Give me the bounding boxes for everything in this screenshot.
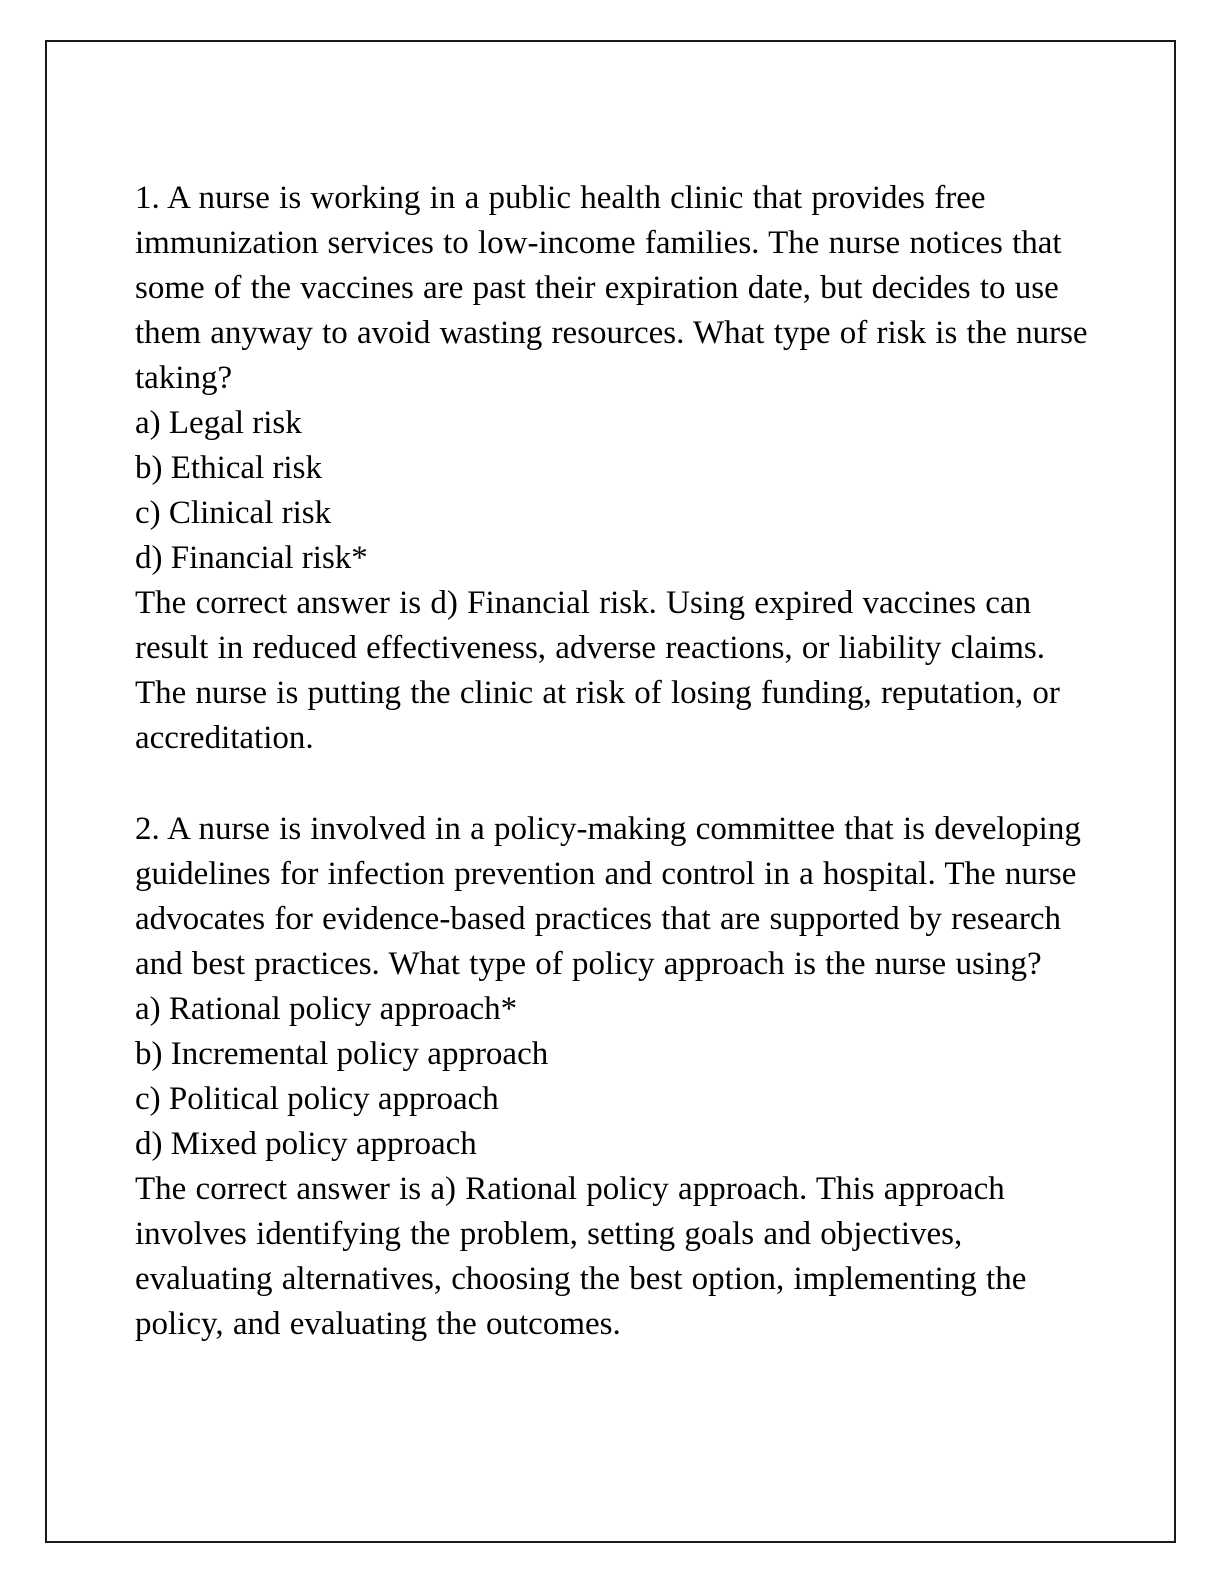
question-block-1 [135, 176, 1090, 761]
question-2-option-a: a) Rational policy approach* [135, 991, 518, 1027]
question-1-stem: 1. A nurse is working in a public health clinic that provides free immunization services to low-income families. The nurse notices that some of the vaccines are past their expiration date, but decides to use them anyway to avoid wasting resources. What type of risk is the nurse taking? [135, 180, 1088, 396]
question-2-options [135, 987, 1090, 1167]
question-1-option-a: a) Legal risk [135, 405, 302, 441]
question-1-option-c: c) Clinical risk [135, 495, 332, 531]
question-2-option-c: c) Political policy approach [135, 1081, 499, 1117]
question-1-options [135, 401, 1090, 581]
question-1-option-d: d) Financial risk* [135, 540, 368, 576]
question-block-2 [135, 807, 1090, 1347]
question-2-option-d: d) Mixed policy approach [135, 1126, 477, 1162]
question-2-explanation: The correct answer is a) Rational policy approach. This approach involves identifying the problem, setting goals and objectives, evaluating alternatives, choosing the best option, implementing the policy, and evaluating the outcomes. [135, 1171, 1027, 1342]
question-2-stem: 2. A nurse is involved in a policy-making committee that is developing guidelines for infection prevention and control in a hospital. The nurse advocates for evidence-based practices that are supported by research and best practices. What type of policy approach is the nurse using? [135, 811, 1081, 982]
question-1-option-b: b) Ethical risk [135, 450, 322, 486]
question-1-explanation: The correct answer is d) Financial risk. Using expired vaccines can result in reduced effectiveness, adverse reactions, or liability claims. The nurse is putting the clinic at risk of losing funding, reputation, or accreditation. [135, 585, 1060, 756]
document-content [135, 176, 1090, 1393]
question-2-option-b: b) Incremental policy approach [135, 1036, 549, 1072]
